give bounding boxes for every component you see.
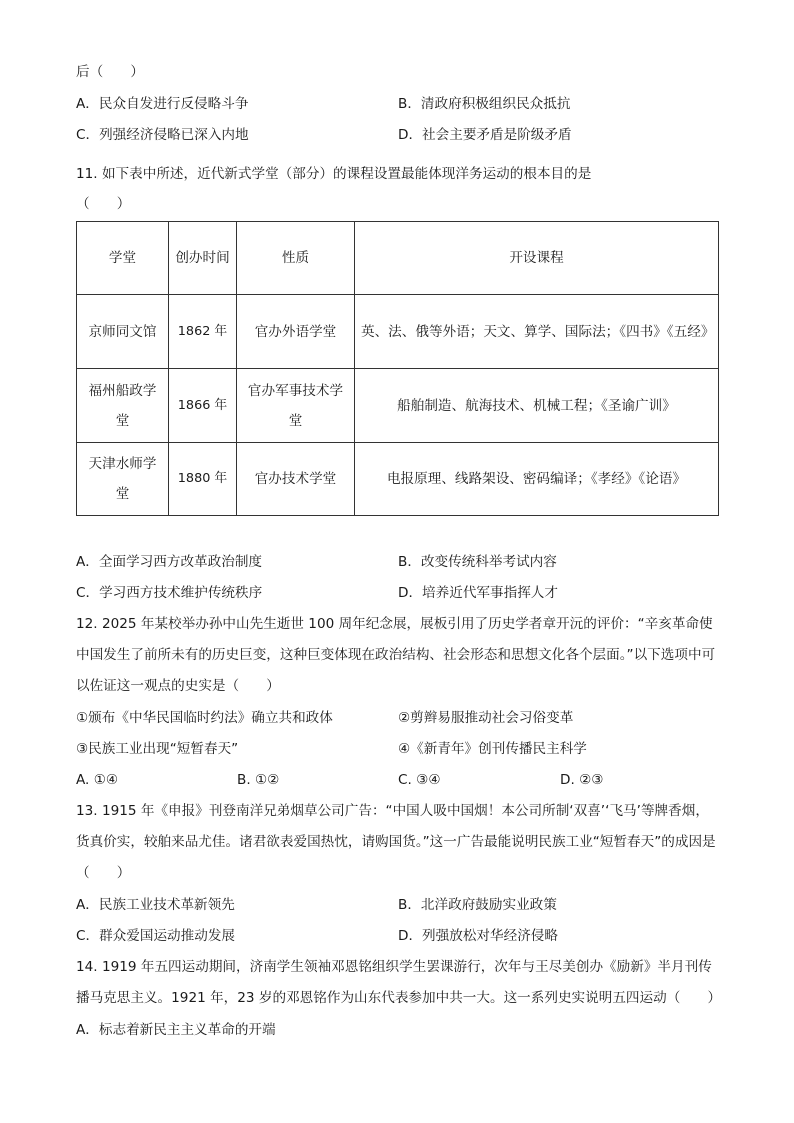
q13-option-a: A．民族工业技术革新领先	[76, 897, 235, 913]
table-cell-courses: 英、法、俄等外语；天文、算学、国际法；《四书》《五经》	[355, 295, 719, 369]
table-cell-type: 官办外语学堂	[237, 295, 355, 369]
q10-option-d: D．社会主要矛盾是阶级矛盾	[398, 127, 572, 143]
q10-stem-tail: 后（ ）	[76, 64, 144, 80]
table-cell-year: 1862 年	[169, 295, 237, 369]
q12-item-1: ①颁布《中华民国临时约法》确立共和政体	[76, 710, 333, 726]
table-cell-school: 福州船政学堂	[77, 369, 169, 443]
q13-stem: 13. 1915 年《申报》刊登南洋兄弟烟草公司广告：“中国人吸中国烟！本公司所制‘双喜’‘飞马’等牌香烟，货真价实，较舶来品尤佳。诸君欲表爱国热忱，请购国货。”这一广告最能说明民族工业“短暂春天”的成因是（ ）	[76, 803, 716, 881]
table-cell-year: 1880 年	[169, 443, 237, 516]
q12-option-a: A. ①④	[76, 772, 119, 788]
table-header-cell: 开设课程	[355, 222, 719, 295]
table-cell-school: 京师同文馆	[77, 295, 169, 369]
table-cell-courses: 电报原理、线路架设、密码编译；《孝经》《论语》	[355, 443, 719, 516]
q10-option-b: B．清政府积极组织民众抵抗	[398, 96, 571, 112]
q12-item-3: ③民族工业出现“短暂春天”	[76, 741, 239, 757]
table-header-cell: 学堂	[77, 222, 169, 295]
q10-option-a: A．民众自发进行反侵略斗争	[76, 96, 249, 112]
q12-option-d: D. ②③	[560, 772, 604, 788]
table-cell-type: 官办技术学堂	[237, 443, 355, 516]
q13-option-b: B．北洋政府鼓励实业政策	[398, 897, 557, 913]
table-row	[77, 369, 719, 443]
q12-stem: 12. 2025 年某校举办孙中山先生逝世 100 周年纪念展，展板引用了历史学者章开沅的评价：“辛亥革命使中国发生了前所未有的历史巨变，这种巨变体现在政治结构、社会形态和思想文化各个层面。”以下选项中可以佐证这一观点的史实是（ ）	[76, 616, 716, 694]
q12-option-b: B. ①②	[237, 772, 280, 788]
q13-option-d: D．列强放松对华经济侵略	[398, 928, 558, 944]
q11-stem: 11. 如下表中所述，近代新式学堂（部分）的课程设置最能体现洋务运动的根本目的是	[76, 166, 592, 182]
q12-option-c: C. ③④	[398, 772, 441, 788]
table-cell-type: 官办军事技术学堂	[237, 369, 355, 443]
table-header-row	[77, 222, 719, 295]
q11-option-a: A．全面学习西方改革政治制度	[76, 554, 263, 570]
table-header-cell: 创办时间	[169, 222, 237, 295]
table-header-cell: 性质	[237, 222, 355, 295]
table-cell-school: 天津水师学堂	[77, 443, 169, 516]
table-cell-year: 1866 年	[169, 369, 237, 443]
q13-option-c: C．群众爱国运动推动发展	[76, 928, 236, 944]
q12-item-4: ④《新青年》创刊传播民主科学	[398, 741, 587, 757]
school-course-table	[76, 221, 719, 516]
q11-answer-paren: （ ）	[76, 196, 131, 212]
table-row	[77, 443, 719, 516]
table-row	[77, 295, 719, 369]
q10-option-c: C．列强经济侵略已深入内地	[76, 127, 249, 143]
q11-option-c: C．学习西方技术维护传统秩序	[76, 585, 263, 601]
q12-item-2: ②剪辫易服推动社会习俗变革	[398, 710, 574, 726]
q14-stem: 14. 1919 年五四运动期间，济南学生领袖邓恩铭组织学生罢课游行，次年与王尽美创办《励新》半月刊传播马克思主义。1921 年，23 岁的邓恩铭作为山东代表参加中共一大。这一系列史实说明五四运动（ ）	[76, 959, 722, 1006]
q14-option-a: A．标志着新民主主义革命的开端	[76, 1022, 276, 1038]
table-cell-courses: 船舶制造、航海技术、机械工程；《圣谕广训》	[355, 369, 719, 443]
q11-option-b: B．改变传统科举考试内容	[398, 554, 557, 570]
q11-option-d: D．培养近代军事指挥人才	[398, 585, 558, 601]
